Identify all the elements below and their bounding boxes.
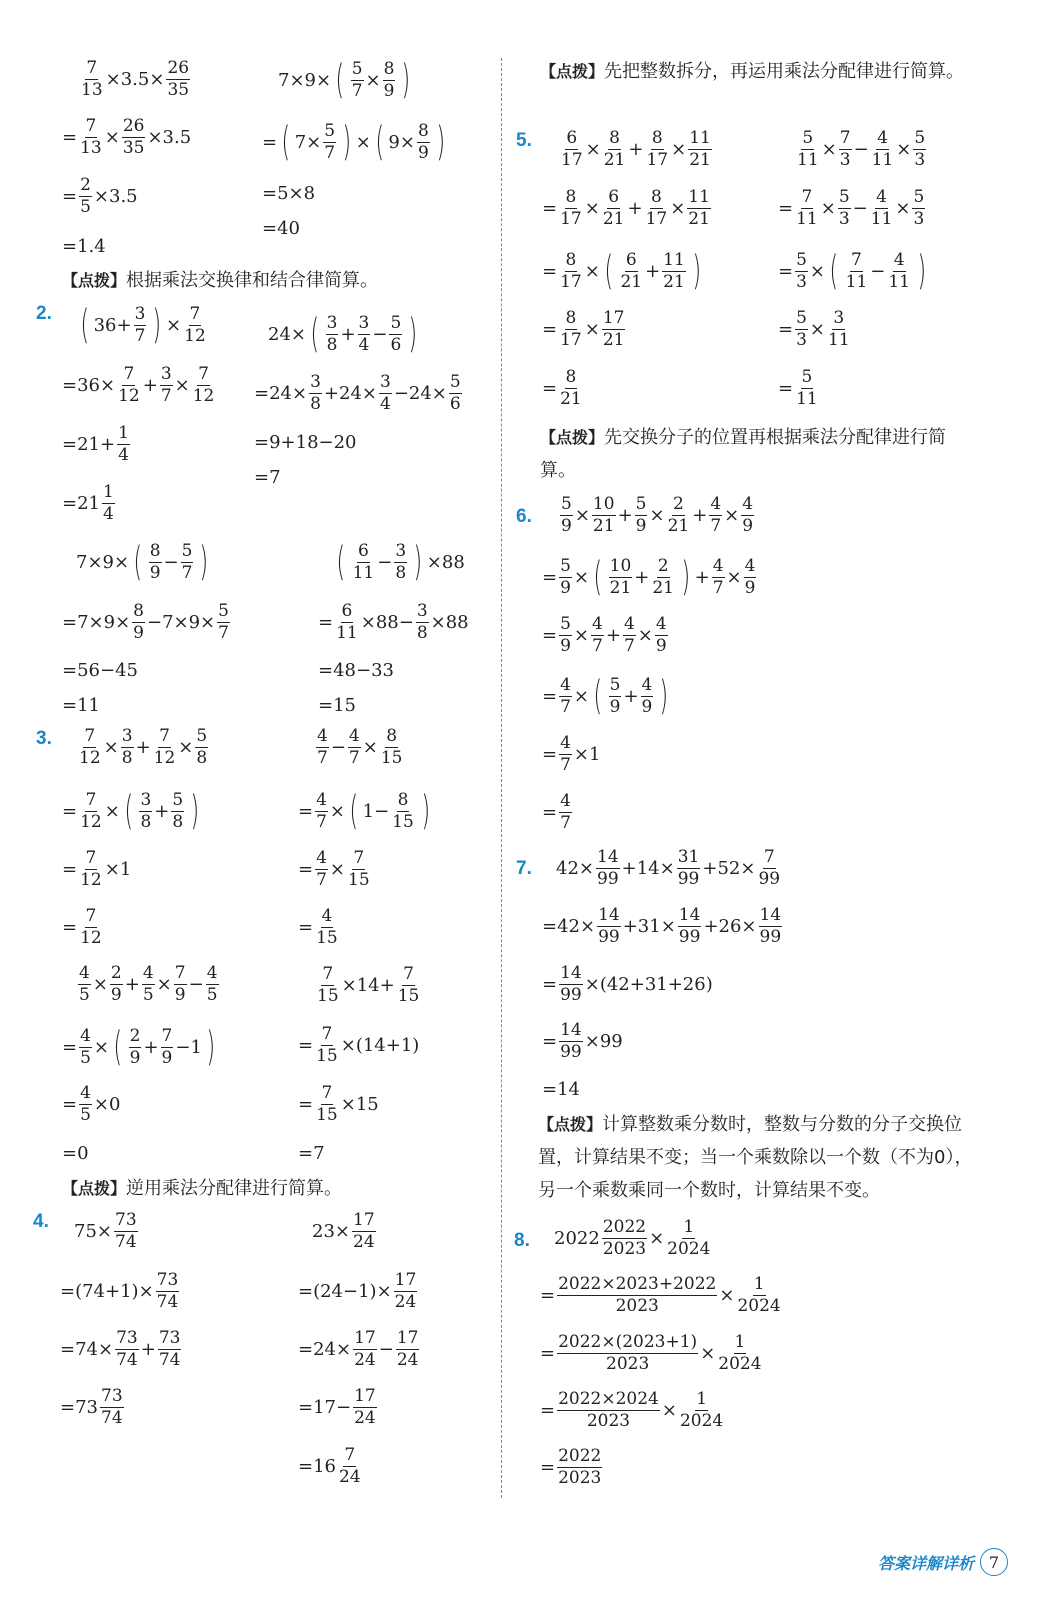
- eq-line: = $\frac{4}{5}$ × ( $\frac{2}{9}$ + $\frac{7}{9}$ −1 ): [62, 1024, 216, 1070]
- eq-line: = $\frac{4}{7}$: [542, 791, 571, 833]
- eq-line: = $\frac{7}{12}$ × ( $\frac{3}{8}$ + $\frac{5}{8}$ ): [62, 788, 200, 834]
- eq-line: = $\frac{2022\times 2023+2022}{2023}$ × $\frac{1}{2024}$: [540, 1274, 781, 1316]
- eq-line: =21 $\frac{1}{4}$: [62, 482, 114, 524]
- page-number: 7: [980, 1548, 1008, 1576]
- eq-line: =0: [62, 1143, 89, 1164]
- eq-line: = $\frac{2022\times(2023+1)}{2023}$ × $\frac{1}{2024}$: [540, 1332, 762, 1374]
- eq-line: =16 $\frac{7}{24}$: [298, 1445, 361, 1487]
- eq-line: =7: [254, 467, 281, 488]
- eq-line: =11: [62, 695, 100, 716]
- eq-line: = $\frac{2022\times 2024}{2023}$ × $\frac{1}{2024}$: [540, 1389, 724, 1431]
- eq-line: $\frac{6}{17}$ × $\frac{8}{21}$ + $\frac{8}{17}$ × $\frac{11}{21}$: [561, 128, 711, 170]
- tip-label: 点拨: [554, 1115, 587, 1134]
- eq-line: = $\frac{2}{5}$ ×3.5: [62, 175, 138, 217]
- eq-line: =36× $\frac{7}{12}$ + $\frac{3}{7}$ × $\frac{7}{12}$: [62, 364, 215, 406]
- eq-line: = $\frac{5}{9}$ × ( $\frac{10}{21}$ + $\frac{2}{21}$ ) + $\frac{4}{7}$ × $\frac{4}{9}$: [542, 554, 756, 600]
- eq-line: =5×8: [262, 183, 316, 204]
- eq-line: =42× $\frac{14}{99}$ +31× $\frac{14}{99}$ +26× $\frac{14}{99}$: [542, 905, 782, 947]
- eq-line: =56−45: [62, 660, 138, 681]
- eq-line: =73 $\frac{73}{74}$: [60, 1386, 123, 1428]
- tip-text: 先把整数拆分，再运用乘法分配律进行简算。: [604, 61, 965, 82]
- eq-line: = $\frac{7}{11}$ × $\frac{5}{3}$ − $\frac{4}{11}$ × $\frac{5}{3}$: [778, 187, 925, 229]
- tip-text: 根据乘法交换律和结合律简算。: [126, 270, 379, 291]
- eq-line: 7×9× ( $\frac{5}{7}$ × $\frac{8}{9}$ ): [278, 57, 411, 103]
- eq-line: =1.4: [62, 236, 106, 257]
- eq-line: =7×9× $\frac{8}{9}$ −7×9× $\frac{5}{7}$: [62, 601, 229, 643]
- tip-label: 点拨: [78, 1179, 111, 1198]
- eq-line: = $\frac{14}{99}$ ×99: [542, 1020, 623, 1062]
- eq-line: 42× $\frac{14}{99}$ +14× $\frac{31}{99}$ +52× $\frac{7}{99}$: [556, 847, 781, 889]
- eq-line: $\frac{7}{13}$ ×3.5× $\frac{26}{35}$: [81, 58, 190, 100]
- eq-line: = $\frac{7}{12}$: [62, 906, 102, 948]
- question-number: 5.: [516, 130, 532, 151]
- eq-line: = $\frac{8}{17}$ × $\frac{6}{21}$ + $\frac{8}{17}$ × $\frac{11}{21}$: [542, 187, 710, 229]
- eq-line: =14: [542, 1079, 580, 1100]
- eq-line: $\frac{7}{12}$ × $\frac{3}{8}$ + $\frac{7}{12}$ × $\frac{5}{8}$: [79, 726, 208, 768]
- eq-line: ( $\frac{6}{11}$ − $\frac{3}{8}$ ) ×88: [336, 539, 465, 585]
- eq-line: $\frac{4}{7}$ − $\frac{4}{7}$ × $\frac{8}{15}$: [317, 726, 403, 768]
- question-number: 6.: [516, 506, 532, 527]
- eq-line: =74× $\frac{73}{74}$ + $\frac{73}{74}$: [60, 1328, 181, 1370]
- eq-line: $\frac{5}{11}$ × $\frac{7}{3}$ − $\frac{4}{11}$ × $\frac{5}{3}$: [797, 128, 926, 170]
- footer-label: 答案详解详析: [877, 1555, 974, 1573]
- eq-line: = $\frac{2022}{2023}$: [540, 1446, 602, 1488]
- eq-line: = $\frac{4}{7}$ × $\frac{7}{15}$: [298, 848, 370, 890]
- column-divider: [501, 58, 502, 1498]
- eq-line: =(74+1)× $\frac{73}{74}$: [60, 1270, 179, 1312]
- eq-line: = $\frac{6}{11}$ ×88− $\frac{3}{8}$ ×88: [318, 601, 469, 643]
- eq-line: =24× $\frac{3}{8}$ +24× $\frac{3}{4}$ −24× $\frac{5}{6}$: [254, 372, 461, 414]
- question-number: 2.: [36, 303, 52, 324]
- eq-line: = $\frac{5}{3}$ × $\frac{3}{11}$: [778, 308, 850, 350]
- question-number: 4.: [33, 1211, 49, 1232]
- eq-line: = $\frac{4}{15}$: [298, 906, 338, 948]
- eq-line: = $\frac{5}{3}$ × ( $\frac{7}{11}$ − $\frac{4}{11}$ ): [778, 248, 927, 294]
- eq-line: = $\frac{7}{12}$ ×1: [62, 848, 132, 890]
- eq-line: = $\frac{7}{15}$ ×(14+1): [298, 1024, 420, 1066]
- eq-line: = $\frac{7}{15}$ ×15: [298, 1083, 379, 1125]
- eq-line: ( 36+ $\frac{3}{7}$ ) × $\frac{7}{12}$: [80, 302, 206, 348]
- eq-line: = ( 7× $\frac{5}{7}$ ) × ( 9× $\frac{8}{9}$ ): [262, 119, 445, 165]
- tip-label: 点拨: [78, 271, 111, 290]
- eq-line: 24× ( $\frac{3}{8}$ + $\frac{3}{4}$ − $\frac{5}{6}$ ): [268, 311, 418, 357]
- eq-line: = $\frac{8}{17}$ × ( $\frac{6}{21}$ + $\frac{11}{21}$ ): [542, 248, 701, 294]
- eq-line: =17− $\frac{17}{24}$: [298, 1386, 376, 1428]
- eq-line: 2022 $\frac{2022}{2023}$ × $\frac{1}{2024}$: [554, 1217, 711, 1259]
- eq-line: = $\frac{4}{5}$ ×0: [62, 1083, 121, 1125]
- question-number: 7.: [516, 858, 532, 879]
- eq-line: = $\frac{8}{21}$: [542, 367, 582, 409]
- eq-line: = $\frac{7}{13}$ × $\frac{26}{35}$ ×3.5: [62, 116, 192, 158]
- eq-line: = $\frac{5}{9}$ × $\frac{4}{7}$ + $\frac{4}{7}$ × $\frac{4}{9}$: [542, 614, 667, 656]
- eq-line: =21+ $\frac{1}{4}$: [62, 423, 129, 465]
- tip-right-top: 【点拨】先把整数拆分，再运用乘法分配律进行简算。: [540, 61, 965, 82]
- eq-line: $\frac{4}{5}$ × $\frac{2}{9}$ + $\frac{4}{5}$ × $\frac{7}{9}$ − $\frac{4}{5}$: [79, 963, 218, 1005]
- eq-line: 23× $\frac{17}{24}$: [312, 1210, 375, 1252]
- eq-line: =24× $\frac{17}{24}$ − $\frac{17}{24}$: [298, 1328, 419, 1370]
- eq-line: = $\frac{4}{7}$ ×1: [542, 733, 601, 775]
- eq-line: =(24−1)× $\frac{17}{24}$: [298, 1270, 417, 1312]
- eq-line: = $\frac{5}{11}$: [778, 367, 818, 409]
- eq-line: = $\frac{4}{7}$ × ( $\frac{5}{9}$ + $\frac{4}{9}$ ): [542, 673, 669, 719]
- eq-line: = $\frac{8}{17}$ × $\frac{17}{21}$: [542, 308, 625, 350]
- eq-line: 75× $\frac{73}{74}$: [74, 1210, 137, 1252]
- tip-7: 【点拨】计算整数乘分数时，整数与分数的分子交换位置，计算结果不变；当一个乘数除以一个数（不为0），另一个乘数乘同一个数时，计算结果不变。: [538, 1114, 973, 1201]
- tip-label: 点拨: [556, 428, 589, 447]
- eq-line: $\frac{7}{15}$ ×14+ $\frac{7}{15}$: [317, 964, 420, 1006]
- tip-3: 【点拨】逆用乘法分配律进行简算。: [62, 1178, 343, 1199]
- eq-line: = $\frac{4}{7}$ × ( 1− $\frac{8}{15}$ ): [298, 788, 430, 834]
- tip-text: 先交换分子的位置再根据乘法分配律进行简算。: [540, 427, 947, 481]
- eq-line: $\frac{5}{9}$ × $\frac{10}{21}$ + $\frac{5}{9}$ × $\frac{2}{21}$ + $\frac{4}{7}$ × $\frac{4}{9}$: [561, 494, 754, 536]
- eq-line: =48−33: [318, 660, 394, 681]
- eq-line: 7×9× ( $\frac{8}{9}$ − $\frac{5}{7}$ ): [76, 539, 209, 585]
- eq-line: =9+18−20: [254, 432, 357, 453]
- question-number: 3.: [36, 728, 52, 749]
- tip-5: 【点拨】先交换分子的位置再根据乘法分配律进行简算。: [540, 427, 947, 481]
- question-number: 8.: [514, 1230, 530, 1251]
- tip-1: 【点拨】根据乘法交换律和结合律简算。: [62, 270, 379, 291]
- tip-text: 计算整数乘分数时，整数与分数的分子交换位置，计算结果不变；当一个乘数除以一个数（不为0），另一个乘数乘同一个数时，计算结果不变。: [538, 1114, 973, 1201]
- eq-line: = $\frac{14}{99}$ ×(42+31+26): [542, 963, 713, 1005]
- eq-line: =7: [298, 1143, 325, 1164]
- tip-label: 点拨: [556, 62, 589, 81]
- eq-line: =40: [262, 218, 300, 239]
- tip-text: 逆用乘法分配律进行简算。: [126, 1178, 343, 1199]
- page-footer: [878, 1548, 1008, 1576]
- eq-line: =15: [318, 695, 356, 716]
